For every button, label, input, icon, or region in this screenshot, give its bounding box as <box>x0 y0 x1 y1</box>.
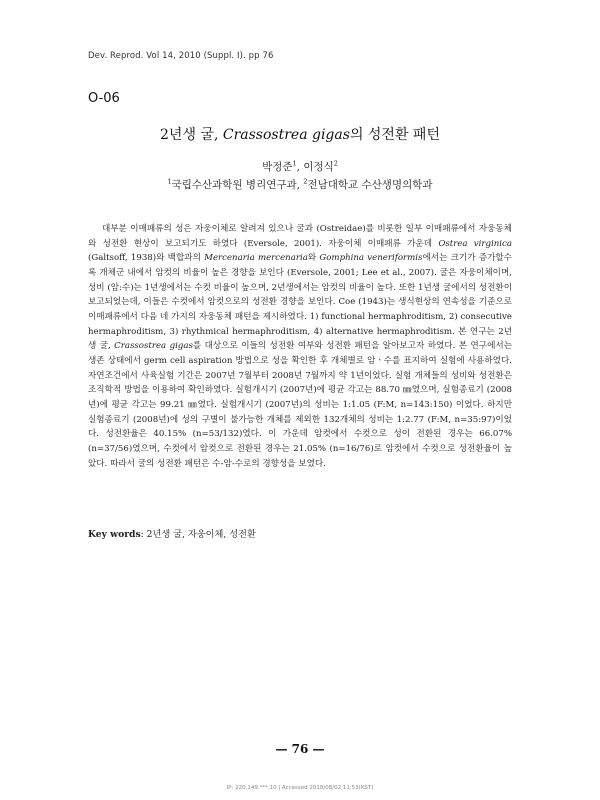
abstract-text: (Galtsoff, 1938)와 백합과의 <box>88 253 205 264</box>
author-1-affil-mark: 1 <box>292 159 297 168</box>
keywords-sep: : <box>140 529 147 540</box>
species-name: Ostrea virginica <box>438 238 512 249</box>
affil-2-mark: 2 <box>303 177 308 186</box>
keywords <box>88 526 256 540</box>
author-2-affil-mark: 2 <box>333 159 338 168</box>
author-list <box>0 159 600 174</box>
page-number: — 76 — <box>275 742 325 756</box>
abstract-text: 에서는 크기가 증가할수록 개체군 내에서 암컷의 비율이 높은 경향을 보인다 (Eversole, 2001; Lee et al., 2007). 굴은 자웅이체이며, 성비 (암:수)는 1년생에서는 수컷 비율이 높으며, 2년생에서는 암컷의 비율이 높다. 또한 1년생 굴에서의 성전환이 보고되었는데, 이들은 수컷에서 암컷으로의 성전환 경향을 보인다. Coe (1943)는 생식현상의 연속성을 기준으로 이매패류에서 다음 네 가지의 자웅동체 패턴을 제시하였다. 1) functional hermaphroditism, 2) consecutive hermaphroditism, 3) rhythmical hermaphroditism, 4) alternative hermaphroditism. 본 연구는 2년생 굴, <box>88 253 512 352</box>
title-species: Crassostrea gigas <box>222 127 350 143</box>
paper-title <box>0 124 600 144</box>
species-name: Crassostrea gigas <box>114 341 193 352</box>
affil-1-mark: 1 <box>167 177 172 186</box>
journal-header: Dev. Reprod. Vol 14, 2010 (Suppl. I). pp 76 <box>88 51 274 61</box>
author-2: 이정식 <box>303 161 334 173</box>
access-note: IP: 220.149.***.10 | Accessed 2018/08/02 11:53(KST) <box>226 785 374 791</box>
abstract-text: 를 대상으로 이들의 성전환 여부와 성전환 패턴을 알아보고자 하였다. 본 연구에서는 생존 상태에서 germ cell aspiration 방법으로 성을 확인한 후 개체별로 암ㆍ수를 표지하여 실험에 사용하였다. 자연조건에서 사육실험 기간은 2007년 7월부터 2008년 7월까지 약 1년이었다. 실험 개체들의 성비와 성전환은 조직학적 방법을 이용하여 확인하였다. 실험개시기 (2007년)에 평균 각고는 88.70 ㎜였으며, 실험종료기 (2008년)에 평균 각고는 99.21 ㎜였다. 실험개시기 (2007년)의 성비는 1:1.05 (F:M, n=143:150) 이었다. 하지만 실험종료기 (2008년)에 성의 구별이 불가능한 개체를 제외한 132개체의 성비는 1:2.77 (F:M, n=35:97)이었다. 성전환율은 40.15% (n=53/132)였다. 이 가운데 암컷에서 수컷으로 성이 전환된 경우는 66.07% (n=37/56)였으며, 수컷에서 암컷으로 전환된 경우는 21.05% (n=16/76)로 암컷에서 수컷으로 성전환율이 높았다. 따라서 굴의 성전환 패턴은 수-암-수로의 경향성을 보였다. <box>88 341 512 469</box>
abstract-text: 와 <box>307 253 320 264</box>
abstract-code: O-06 <box>88 91 120 106</box>
author-separator: , <box>296 161 304 173</box>
species-name: Mercenaria mercenaria <box>204 253 308 264</box>
affiliations <box>0 177 600 192</box>
abstract-body <box>88 222 512 471</box>
abstract-text: 대부분 이매패류의 성은 자웅이체로 알려져 있으나 굴과 (Ostreidae)를 비롯한 일부 이매패류에서 자웅동체와 성전환 현상이 보고되기도 하였다 (Eversole, 2001). 자웅이체 이매패류 가운데 <box>88 224 512 249</box>
title-suffix: 의 성전환 패턴 <box>349 127 440 143</box>
author-1: 박정준 <box>262 161 293 173</box>
keywords-text: 2년생 굴, 자웅이체, 성전환 <box>146 529 256 540</box>
title-prefix: 2년생 굴, <box>160 127 223 143</box>
species-name: Gomphina veneriformis <box>319 253 423 264</box>
affiliation-1: 국립수산과학원 병리연구과, <box>171 179 304 191</box>
affiliation-2: 전남대학교 수산생명의학과 <box>307 179 433 191</box>
keywords-label: Key words <box>88 529 141 540</box>
